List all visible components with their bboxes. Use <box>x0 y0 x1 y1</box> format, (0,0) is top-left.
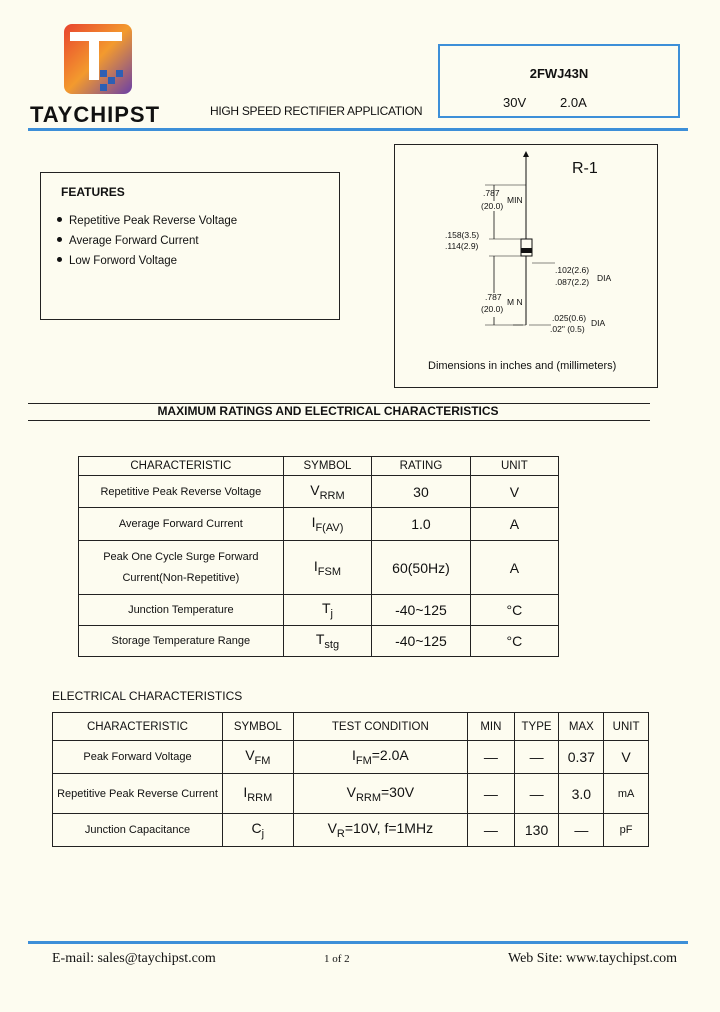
part-current: 2.0A <box>560 95 587 110</box>
svg-text:(20.0): (20.0) <box>481 201 504 211</box>
brand-name: TAYCHIPST <box>30 102 161 127</box>
svg-text:.787: .787 <box>483 188 500 198</box>
svg-text:.087(2.2): .087(2.2) <box>555 277 590 287</box>
table-row: Junction Temperature $T_j$ -40~125 °C <box>79 595 559 626</box>
svg-text:DIA: DIA <box>597 273 612 283</box>
svg-text:.787: .787 <box>485 292 502 302</box>
footer-divider <box>28 941 688 944</box>
table-row: Repetitive Peak Reverse Current $I_{RRM}$ $V_{RRM}=30V$ — — 3.0 mA <box>53 774 649 814</box>
table-row: Average Forward Current $I_{F(AV)}$ 1.0 A <box>79 508 559 541</box>
page-subtitle: HIGH SPEED RECTIFIER APPLICATION <box>210 104 423 118</box>
svg-text:.114(2.9): .114(2.9) <box>445 241 479 251</box>
svg-text:.102(2.6): .102(2.6) <box>555 265 590 275</box>
bullet-icon <box>57 237 62 242</box>
table-row: Storage Temperature Range $T_{stg}$ -40~125 °C <box>79 626 559 657</box>
svg-text:M N: M N <box>507 297 523 307</box>
svg-text:.158(3.5): .158(3.5) <box>445 230 480 240</box>
max-ratings-table <box>78 456 559 657</box>
part-number-box <box>438 44 680 118</box>
section-rule-bottom <box>28 420 650 421</box>
company-logo <box>62 22 134 96</box>
header-divider <box>28 128 688 131</box>
table-row: Junction Capacitance $C_j$ $V_R=10V$, f=1MHz — 130 — pF <box>53 814 649 847</box>
part-voltage: 30V <box>503 95 527 110</box>
svg-text:DIA: DIA <box>591 318 606 328</box>
table-header-row: CHARACTERISTIC SYMBOL RATING UNIT <box>79 457 559 476</box>
section-title: MAXIMUM RATINGS AND ELECTRICAL CHARACTERISTICS <box>157 404 499 418</box>
page-number: 1 of 2 <box>324 953 350 965</box>
table-row: Peak Forward Voltage $V_{FM}$ $I_{FM}=2.0A$ — — 0.37 V <box>53 741 649 774</box>
table-row: Peak One Cycle Surge Forward Current(Non-Repetitive) $I_{FSM}$ 60(50Hz) A <box>79 541 559 595</box>
table-header-row: CHARACTERISTIC SYMBOL TEST CONDITION MIN TYPE MAX UNIT <box>53 713 649 741</box>
feature-item: Average Forward Current <box>57 235 199 247</box>
svg-text:MIN: MIN <box>507 195 523 205</box>
package-label: R-1 <box>572 160 598 177</box>
features-box <box>40 172 340 320</box>
electrical-title: ELECTRICAL CHARACTERISTICS <box>52 689 243 703</box>
bullet-icon <box>57 257 62 262</box>
diagram-caption: Dimensions in inches and (millimeters) <box>428 360 617 372</box>
svg-text:.02" (0.5): .02" (0.5) <box>550 324 585 334</box>
footer-email[interactable]: E-mail: sales@taychipst.com <box>52 951 216 966</box>
part-number: 2FWJ43N <box>529 66 589 81</box>
svg-text:(20.0): (20.0) <box>481 304 504 314</box>
footer-website[interactable]: Web Site: www.taychipst.com <box>508 951 678 966</box>
electrical-table <box>52 712 649 847</box>
feature-item: Low Forword Voltage <box>57 255 177 267</box>
table-row: Repetitive Peak Reverse Voltage $V_{RRM}$ 30 V <box>79 476 559 508</box>
bullet-icon <box>57 217 62 222</box>
svg-text:.025(0.6): .025(0.6) <box>552 313 587 323</box>
feature-item: Repetitive Peak Reverse Voltage <box>57 215 237 227</box>
features-title: FEATURES <box>61 185 125 199</box>
package-outline-diagram <box>394 144 658 388</box>
